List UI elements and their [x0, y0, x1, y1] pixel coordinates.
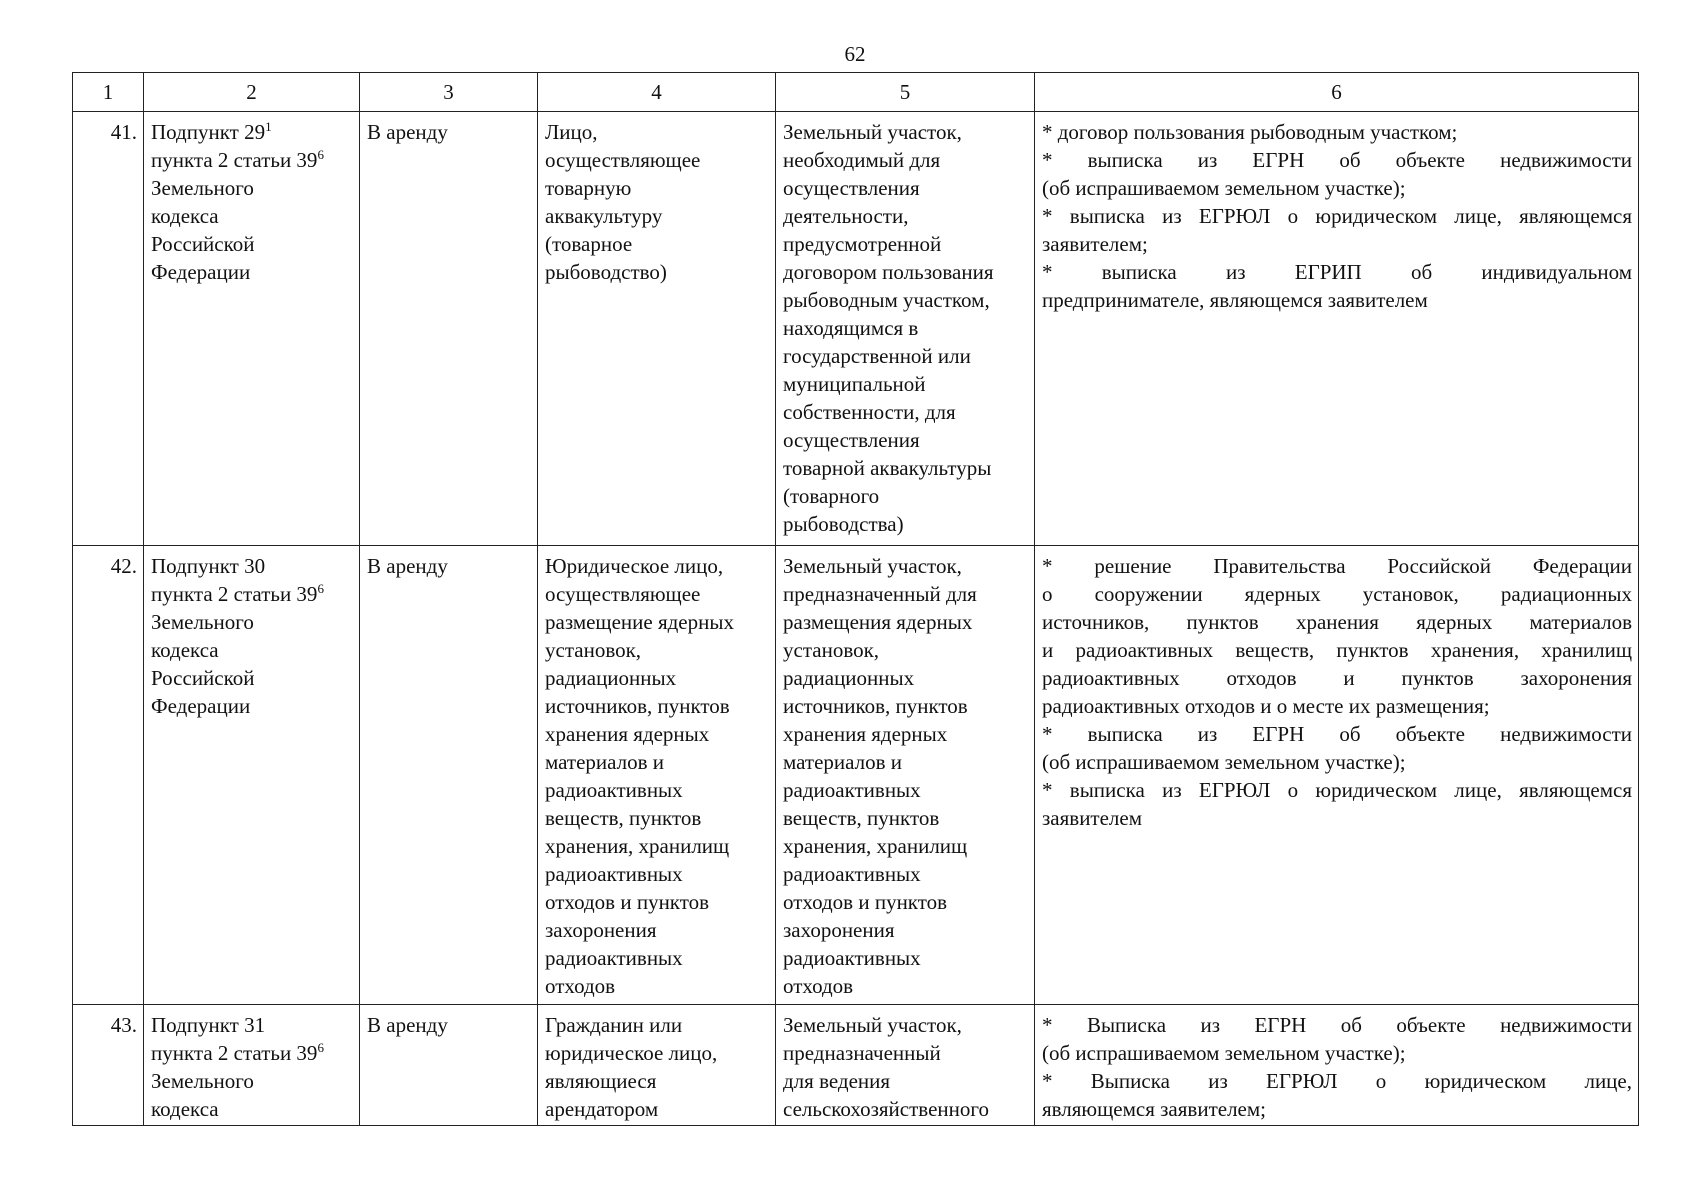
document-line: радиоактивных отходов и пунктов захоронения: [1042, 666, 1632, 690]
land-plot-line: размещения ядерных: [783, 610, 973, 634]
legal-basis-line: Федерации: [151, 260, 251, 284]
land-plot-line: отходов и пунктов: [783, 890, 948, 914]
document-line: * выписка из ЕГРЮЛ о юридическом лице, являющемся: [1042, 204, 1632, 228]
legal-basis-cell: [144, 112, 360, 546]
document-line: * выписка из ЕГРИП об индивидуальном: [1042, 260, 1632, 284]
applicant-line: аквакультуру: [545, 204, 663, 228]
applicant-line: источников, пунктов: [545, 694, 730, 718]
land-plot-line: деятельности,: [783, 204, 909, 228]
document-line: * выписка из ЕГРН об объекте недвижимости: [1042, 722, 1632, 746]
document-line: предпринимателе, являющемся заявителем: [1042, 288, 1428, 312]
applicant-line: осуществляющее: [545, 148, 701, 172]
documents-cell: [1035, 546, 1639, 1005]
header-cell-2: 2: [144, 73, 360, 112]
applicant-line: юридическое лицо,: [545, 1041, 718, 1065]
applicant-line: хранения ядерных: [545, 722, 710, 746]
document-line: заявителем;: [1042, 232, 1148, 256]
table-row: [73, 112, 1639, 546]
land-plot-line: хранения ядерных: [783, 722, 948, 746]
land-plot-cell: [776, 546, 1035, 1005]
legal-basis-line: [151, 1039, 353, 1067]
land-plot-line: собственности, для: [783, 400, 956, 424]
land-plot-line: отходов: [783, 974, 854, 998]
document-line: * выписка из ЕГРН об объекте недвижимости: [1042, 148, 1632, 172]
applicant-cell: [538, 1005, 776, 1126]
land-plot-line: радиоактивных: [783, 862, 921, 886]
applicant-line: установок,: [545, 638, 642, 662]
superscript: 6: [317, 1040, 324, 1055]
applicant-line: Лицо,: [545, 120, 598, 144]
legal-basis-line: Земельного: [151, 176, 254, 200]
legal-basis-line: кодекса: [151, 638, 219, 662]
legal-basis-line: [151, 146, 353, 174]
row-number: 42.: [73, 546, 144, 1005]
applicant-line: отходов: [545, 974, 616, 998]
header-row: [73, 73, 1639, 112]
header-cell-1: 1: [73, 73, 144, 112]
land-plot-line: захоронения: [783, 918, 895, 942]
applicant-line: материалов и: [545, 750, 665, 774]
legal-basis-line: кодекса: [151, 1097, 219, 1121]
applicant-line: Гражданин или: [545, 1013, 683, 1037]
land-plot-line: Земельный участок,: [783, 120, 962, 144]
land-plot-line: муниципальной: [783, 372, 926, 396]
applicant-line: радиоактивных: [545, 946, 683, 970]
header-cell-6: 6: [1035, 73, 1639, 112]
land-plot-line: Земельный участок,: [783, 1013, 962, 1037]
applicant-line: радиационных: [545, 666, 677, 690]
applicant-line: Юридическое лицо,: [545, 554, 724, 578]
legal-basis-text: пункта 2 статьи 39: [151, 148, 318, 172]
document-line: * решение Правительства Российской Федерации: [1042, 554, 1632, 578]
applicant-line: отходов и пунктов: [545, 890, 710, 914]
legal-basis-line: кодекса: [151, 204, 219, 228]
row-number: 43.: [73, 1005, 144, 1126]
document-line: * договор пользования рыбоводным участком;: [1042, 120, 1458, 144]
applicant-line: хранения, хранилищ: [545, 834, 730, 858]
legal-basis-cell: [144, 1005, 360, 1126]
legal-basis-text: Подпункт 29: [151, 120, 266, 144]
land-plot-line: для ведения: [783, 1069, 891, 1093]
legal-basis-line: [151, 580, 353, 608]
legal-basis-text: Подпункт 30: [151, 554, 266, 578]
legal-basis-cell: [144, 546, 360, 1005]
legal-basis-line: [151, 1011, 353, 1039]
document-line: * выписка из ЕГРЮЛ о юридическом лице, являющемся: [1042, 778, 1632, 802]
applicant-line: арендатором: [545, 1097, 659, 1121]
land-plot-line: рыбоводным участком,: [783, 288, 990, 312]
land-plot-line: предназначенный: [783, 1041, 941, 1065]
provision-type: В аренду: [360, 112, 538, 546]
documents-cell: [1035, 1005, 1639, 1126]
land-plot-line: сельскохозяйственного: [783, 1097, 989, 1121]
document-line: * Выписка из ЕГРН об объекте недвижимости: [1042, 1013, 1632, 1037]
header-cell-4: 4: [538, 73, 776, 112]
document-line: являющемся заявителем;: [1042, 1097, 1266, 1121]
land-plot-cell: [776, 1005, 1035, 1126]
header-cell-3: 3: [360, 73, 538, 112]
applicant-line: являющиеся: [545, 1069, 657, 1093]
document-line: источников, пунктов хранения ядерных материалов: [1042, 610, 1632, 634]
land-plot-line: радиационных: [783, 666, 915, 690]
applicant-line: размещение ядерных: [545, 610, 734, 634]
land-plot-line: веществ, пунктов: [783, 806, 940, 830]
applicant-line: захоронения: [545, 918, 657, 942]
page-number: 62: [844, 42, 866, 66]
provision-type: В аренду: [360, 546, 538, 1005]
land-plot-line: материалов и: [783, 750, 903, 774]
land-plot-line: радиоактивных: [783, 778, 921, 802]
land-plot-line: предназначенный для: [783, 582, 977, 606]
applicant-line: радиоактивных: [545, 778, 683, 802]
land-plot-line: (товарного: [783, 484, 880, 508]
land-plot-line: государственной или: [783, 344, 971, 368]
land-plot-line: рыбоводства): [783, 512, 904, 536]
applicant-cell: [538, 546, 776, 1005]
document-line: радиоактивных отходов и о месте их размещения;: [1042, 694, 1490, 718]
land-plot-line: хранения, хранилищ: [783, 834, 968, 858]
provision-type: В аренду: [360, 1005, 538, 1126]
land-plot-line: осуществления: [783, 176, 920, 200]
legal-basis-line: Российской: [151, 232, 255, 256]
applicant-line: товарную: [545, 176, 632, 200]
documents-cell: [1035, 112, 1639, 546]
table-row: [73, 546, 1639, 1005]
land-plot-cell: [776, 112, 1035, 546]
land-plot-line: Земельный участок,: [783, 554, 962, 578]
superscript: 6: [317, 581, 324, 596]
applicant-line: (товарное: [545, 232, 633, 256]
land-plot-line: находящимся в: [783, 316, 919, 340]
document-line: (об испрашиваемом земельном участке);: [1042, 750, 1406, 774]
land-plot-line: товарной аквакультуры: [783, 456, 992, 480]
document-line: * Выписка из ЕГРЮЛ о юридическом лице,: [1042, 1069, 1632, 1093]
legal-basis-text: Подпункт 31: [151, 1013, 266, 1037]
document-table: [72, 72, 1639, 1126]
document-line: о сооружении ядерных установок, радиационных: [1042, 582, 1632, 606]
document-line: (об испрашиваемом земельном участке);: [1042, 176, 1406, 200]
land-plot-line: необходимый для: [783, 148, 941, 172]
document-line: заявителем: [1042, 806, 1143, 830]
document-line: (об испрашиваемом земельном участке);: [1042, 1041, 1406, 1065]
land-plot-line: договором пользования: [783, 260, 994, 284]
legal-basis-text: пункта 2 статьи 39: [151, 582, 318, 606]
row-number: 41.: [73, 112, 144, 546]
legal-basis-line: Земельного: [151, 1069, 254, 1093]
applicant-line: осуществляющее: [545, 582, 701, 606]
applicant-cell: [538, 112, 776, 546]
land-plot-line: радиоактивных: [783, 946, 921, 970]
land-plot-line: источников, пунктов: [783, 694, 968, 718]
legal-basis-line: Земельного: [151, 610, 254, 634]
legal-basis-line: [151, 118, 353, 146]
table-row: [73, 1005, 1639, 1126]
legal-basis-line: Федерации: [151, 694, 251, 718]
legal-basis-line: [151, 552, 353, 580]
applicant-line: рыбоводство): [545, 260, 667, 284]
legal-basis-line: Российской: [151, 666, 255, 690]
land-plot-line: предусмотренной: [783, 232, 942, 256]
applicant-line: радиоактивных: [545, 862, 683, 886]
land-plot-line: установок,: [783, 638, 880, 662]
header-cell-5: 5: [776, 73, 1035, 112]
superscript: 6: [317, 147, 324, 162]
superscript: 1: [265, 119, 272, 134]
legal-basis-text: пункта 2 статьи 39: [151, 1041, 318, 1065]
applicant-line: веществ, пунктов: [545, 806, 702, 830]
document-line: и радиоактивных веществ, пунктов хранения, хранилищ: [1042, 638, 1632, 662]
land-plot-line: осуществления: [783, 428, 920, 452]
